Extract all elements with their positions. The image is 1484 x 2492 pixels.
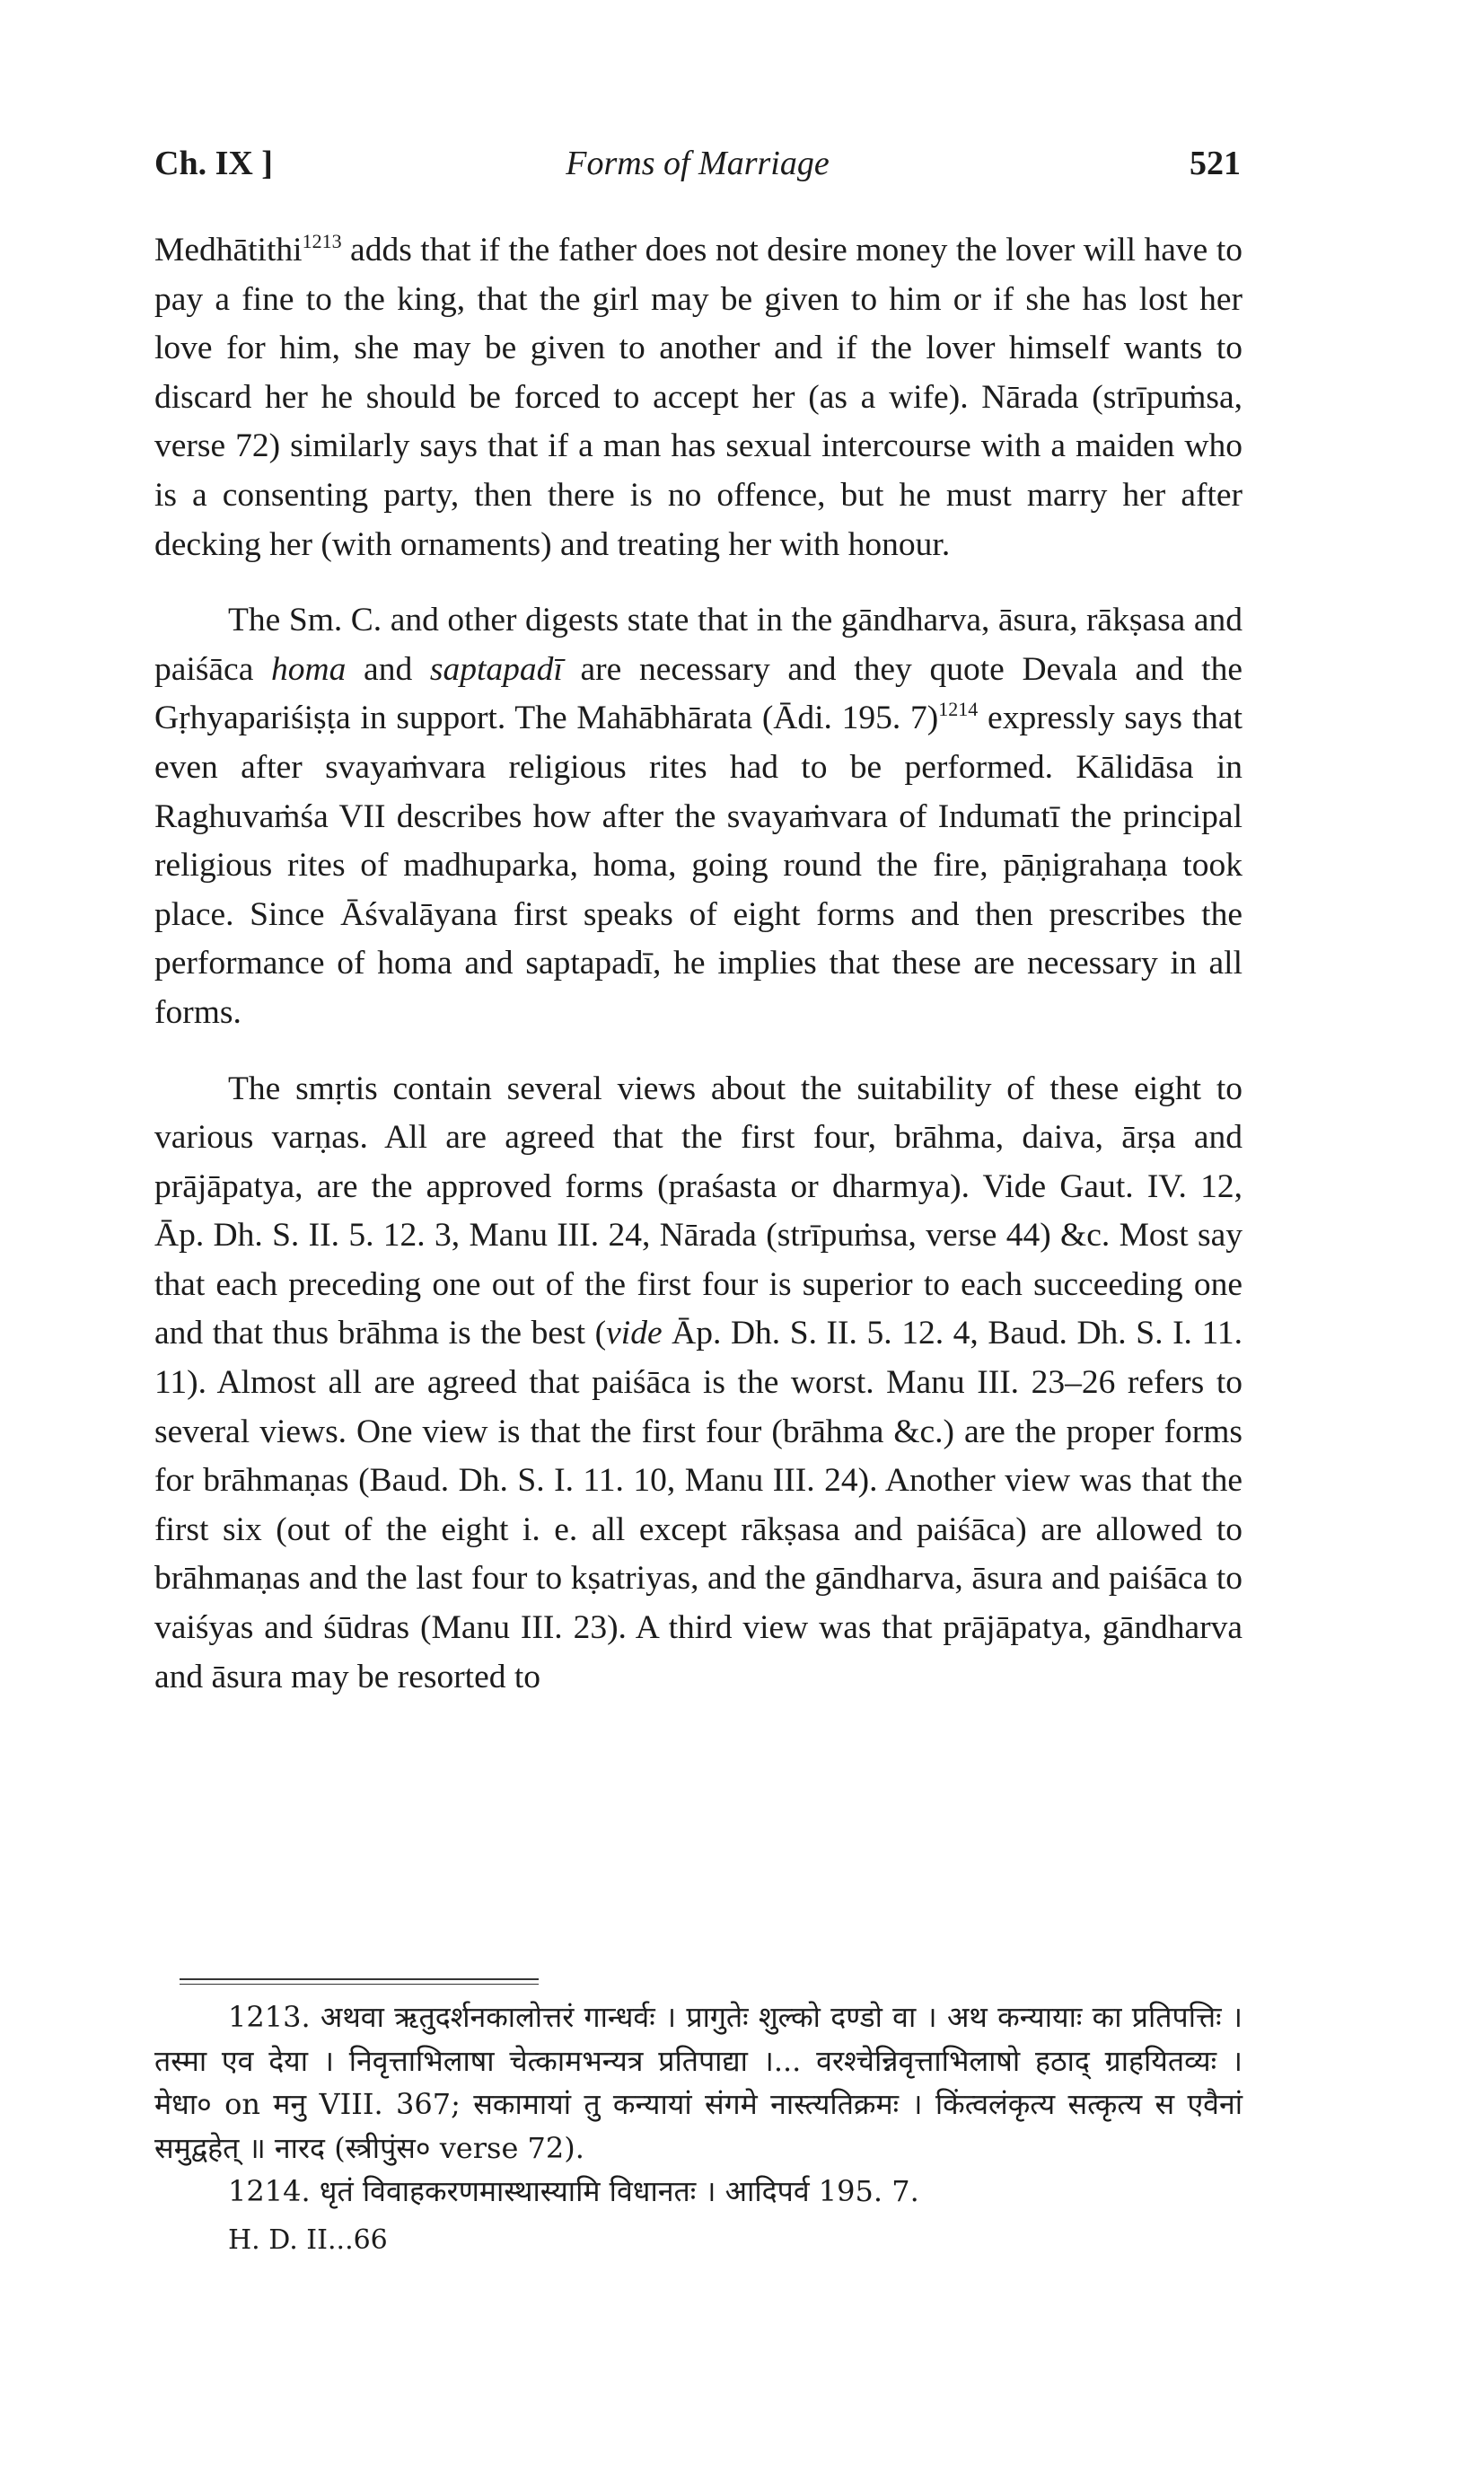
footnote-ref-1214: 1214 bbox=[938, 698, 979, 721]
paragraph-2 bbox=[154, 596, 1243, 1037]
main-text bbox=[154, 226, 1243, 1702]
term-saptapadi: saptapadī bbox=[429, 650, 563, 688]
paragraph-1-rest: adds that if the father does not desire money the lover will have to pay a fine to the king, that the girl may be given to him or if she has lost her love for him, she may be given to another and if the lover himself wants to discard her he should be forced to accept her (as a wife). Nārada (strīpuṁsa, verse 72) similarly says that if a man has sexual intercourse with a maiden who is a consenting party, then there is no offence, but he must marry her after decking her (with ornaments) and treating her with honour. bbox=[154, 232, 1243, 563]
paragraph-3-part-2: Āp. Dh. S. II. 5. 12. 4, Baud. Dh. S. I. 11. 11). Almost all are agreed that paiśāca is the worst. Manu III. 23–26 refers to several views. One view is that the first four (brāhma &c.) are the proper forms for brāhmaṇas (Baud. Dh. S. I. 11. 10, Manu III. 24). Another view was that the first six (out of the eight i. e. all except rākṣasa and paiśāca) are allowed to brāhmaṇas and the last four to kṣatriyas, and the gāndharva, āsura and paiśāca to vaiśyas and śūdras (Manu III. 23). A third view was that prājāpatya, gāndharva and āsura may be resorted to bbox=[154, 1315, 1243, 1695]
footnote-ref-1213: 1213 bbox=[302, 230, 342, 252]
footnote-divider bbox=[180, 1978, 539, 1985]
page-number: 521 bbox=[1190, 145, 1241, 182]
term-vide: vide bbox=[606, 1315, 663, 1352]
chapter-label: Ch. IX ] bbox=[154, 145, 273, 182]
paragraph-3-part-1: The smṛtis contain several views about the suitability of these eight to various varṇas. All are agreed that the first four, brāhma, daiva, ārṣa and prājāpatya, are the approved forms (praśasta or dharmya). Vide Gaut. IV. 12, Āp. Dh. S. II. 5. 12. 3, Manu III. 24, Nārada (strīpuṁsa, verse 44) &c. Most say that each preceding one out of the first four is superior to each succeeding one and that thus brāhma is the best ( bbox=[154, 1070, 1243, 1352]
footnotes bbox=[154, 1995, 1243, 2262]
paragraph-3 bbox=[154, 1065, 1243, 1703]
paragraph-1-start: Medhātithi bbox=[154, 232, 303, 269]
signature-mark: H. D. II...66 bbox=[228, 2223, 388, 2256]
running-header bbox=[154, 144, 1241, 194]
running-title: Forms of Marriage bbox=[566, 145, 830, 182]
footnote-1213: 1213. अथवा ऋतुदर्शनकालोत्तरं गान्धर्वः । प्रागुतेः शुल्को दण्डो वा । अथ कन्यायाः का प्रतिपत्तिः । तस्मा एव देया । निवृत्ताभिलाषा चेत्कामभन्यत्र प्रतिपाद्या ।... वरश्चेन्निवृत्ताभिलाषो हठाद् ग्राहयितव्यः । मेधा० on मनु VIII. 367; सकामायां तु कन्यायां संगमे नास्त्यतिक्रमः । किंत्वलंकृत्य सत्कृत्य स एवैनां समुद्वहेत् ॥ नारद (स्त्रीपुंस० verse 72). bbox=[154, 2000, 1243, 2165]
paragraph-2-part-2: and bbox=[346, 650, 430, 688]
term-homa: homa bbox=[271, 650, 347, 688]
paragraph-2-part-4: expressly says that even after svayaṁvara religious rites had to be performed. Kālidāsa in Raghuvaṁśa VII describes how after the svayaṁvara of Indumatī the principal religious rites of madhuparka, homa, going round the fire, pāṇigrahaṇa took place. Since Āśvalāyana first speaks of eight forms and then prescribes the performance of homa and saptapadī, he implies that these are necessary in all forms. bbox=[154, 700, 1243, 1031]
paragraph-2-part-1: The Sm. C. and other digests state that in the gāndharva, āsura, rākṣasa and paiśāca bbox=[154, 602, 1243, 688]
footnote-1214: 1214. धृतं विवाहकरणमास्थास्यामि विधानतः । आदिपर्व 195. 7. bbox=[228, 2174, 919, 2208]
paragraph-2-part-3: are necessary and they quote Devala and the Gṛhyapariśiṣṭa in support. The Mahābhārata (Ādi. 195. 7) bbox=[154, 650, 1243, 737]
paragraph-1 bbox=[154, 226, 1243, 569]
